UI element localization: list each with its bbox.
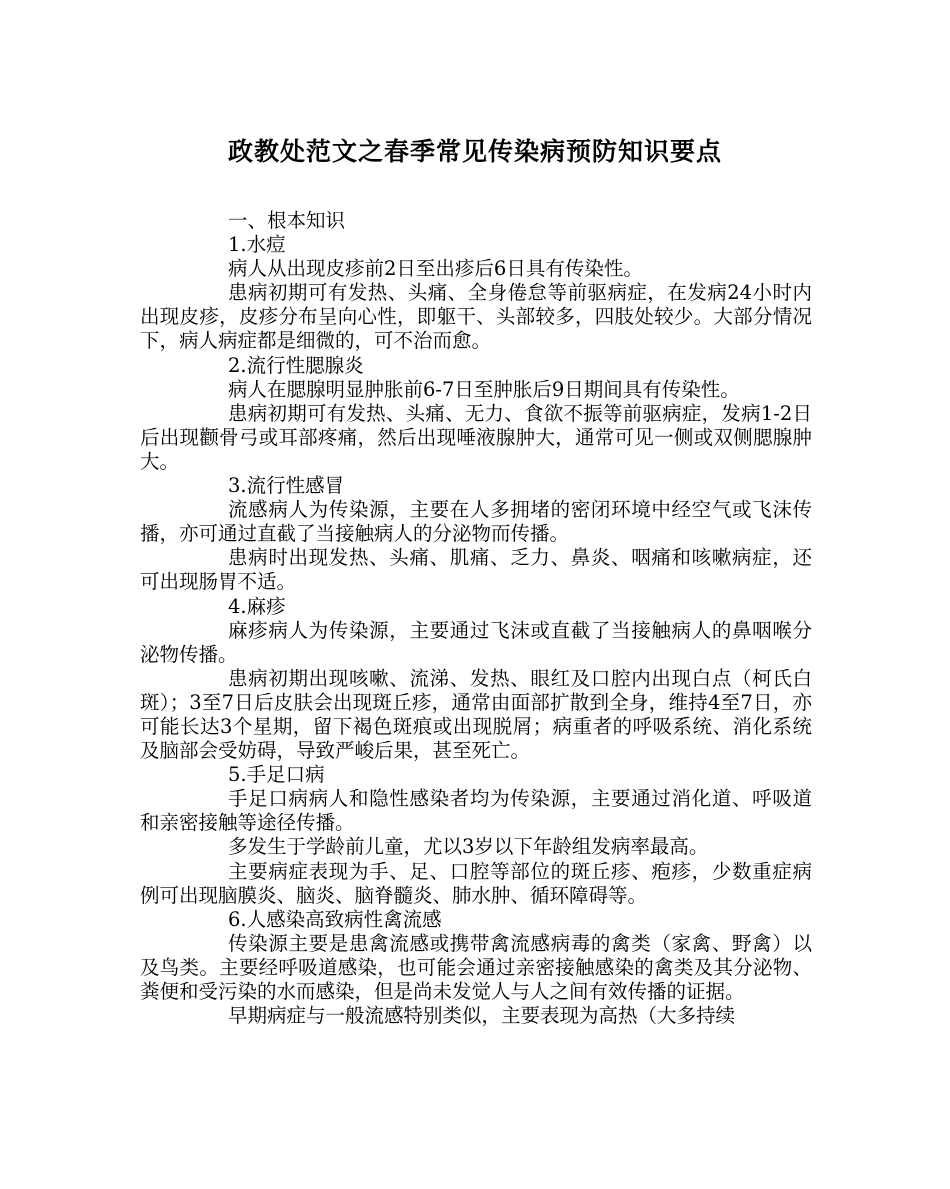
subsection-heading: 3.流行性感冒 bbox=[228, 474, 345, 498]
paragraph: 主要病症表现为手、足、口腔等部位的斑丘疹、疱疹，少数重症病例可出现脑膜炎、脑炎、脑脊髓炎、肺水肿、循环障碍等。 bbox=[140, 859, 812, 907]
paragraph: 患病初期可有发热、头痛、无力、食欲不振等前驱病症，发病1-2日后出现颧骨弓或耳部疼痛，然后出现唾液腺肿大，通常可见一侧或双侧腮腺肿大。 bbox=[140, 401, 812, 473]
subsection-heading: 6.人感染高致病性禽流感 bbox=[228, 907, 442, 931]
paragraph: 患病初期出现咳嗽、流涕、发热、眼红及口腔内出现白点（柯氏白斑）；3至7日后皮肤会出现斑丘疹，通常由面部扩散到全身，维持4至7日，亦可能长达3个星期，留下褐色斑痕或出现脱屑；病重者的呼吸系统、消化系统及脑部会受妨碍，导致严峻后果，甚至死亡。 bbox=[140, 666, 812, 763]
document-title: 政教处范文之春季常见传染病预防知识要点 bbox=[227, 137, 722, 166]
paragraph: 患病时出现发热、头痛、肌痛、乏力、鼻炎、咽痛和咳嗽病症，还可出现肠胃不适。 bbox=[140, 546, 812, 594]
subsection-heading: 2.流行性腮腺炎 bbox=[228, 353, 364, 377]
paragraph: 多发生于学龄前儿童，尤以3岁以下年龄组发病率最高。 bbox=[228, 835, 709, 859]
paragraph: 病人在腮腺明显肿胀前6-7日至肿胀后9日期间具有传染性。 bbox=[228, 377, 740, 401]
paragraph: 流感病人为传染源，主要在人多拥堵的密闭环境中经空气或飞沫传播，亦可通过直截了当接触病人的分泌物而传播。 bbox=[140, 498, 812, 546]
document-body bbox=[140, 209, 812, 1028]
subsection-heading: 4.麻疹 bbox=[228, 594, 286, 618]
subsection-heading: 5.手足口病 bbox=[228, 763, 325, 787]
paragraph: 早期病症与一般流感特别类似，主要表现为高热（大多持续 bbox=[228, 1004, 736, 1028]
paragraph: 病人从出现皮疹前2日至出疹后6日具有传染性。 bbox=[228, 257, 643, 281]
section-heading: 一、根本知识 bbox=[228, 209, 346, 232]
paragraph: 传染源主要是患禽流感或携带禽流感病毒的禽类（家禽、野禽）以及鸟类。主要经呼吸道感染，也可能会通过亲密接触感染的禽类及其分泌物、粪便和受污染的水而感染，但是尚未发觉人与人之间有效传播的证据。 bbox=[140, 931, 812, 1003]
paragraph: 手足口病病人和隐性感染者均为传染源，主要通过消化道、呼吸道和亲密接触等途径传播。 bbox=[140, 787, 812, 835]
paragraph: 患病初期可有发热、头痛、全身倦怠等前驱病症，在发病24小时内出现皮疹，皮疹分布呈向心性，即躯干、头部较多，四肢处较少。大部分情况下，病人病症都是细微的，可不治而愈。 bbox=[140, 281, 812, 353]
paragraph: 麻疹病人为传染源，主要通过飞沫或直截了当接触病人的鼻咽喉分泌物传播。 bbox=[140, 618, 812, 666]
subsection-heading: 1.水痘 bbox=[228, 233, 286, 257]
